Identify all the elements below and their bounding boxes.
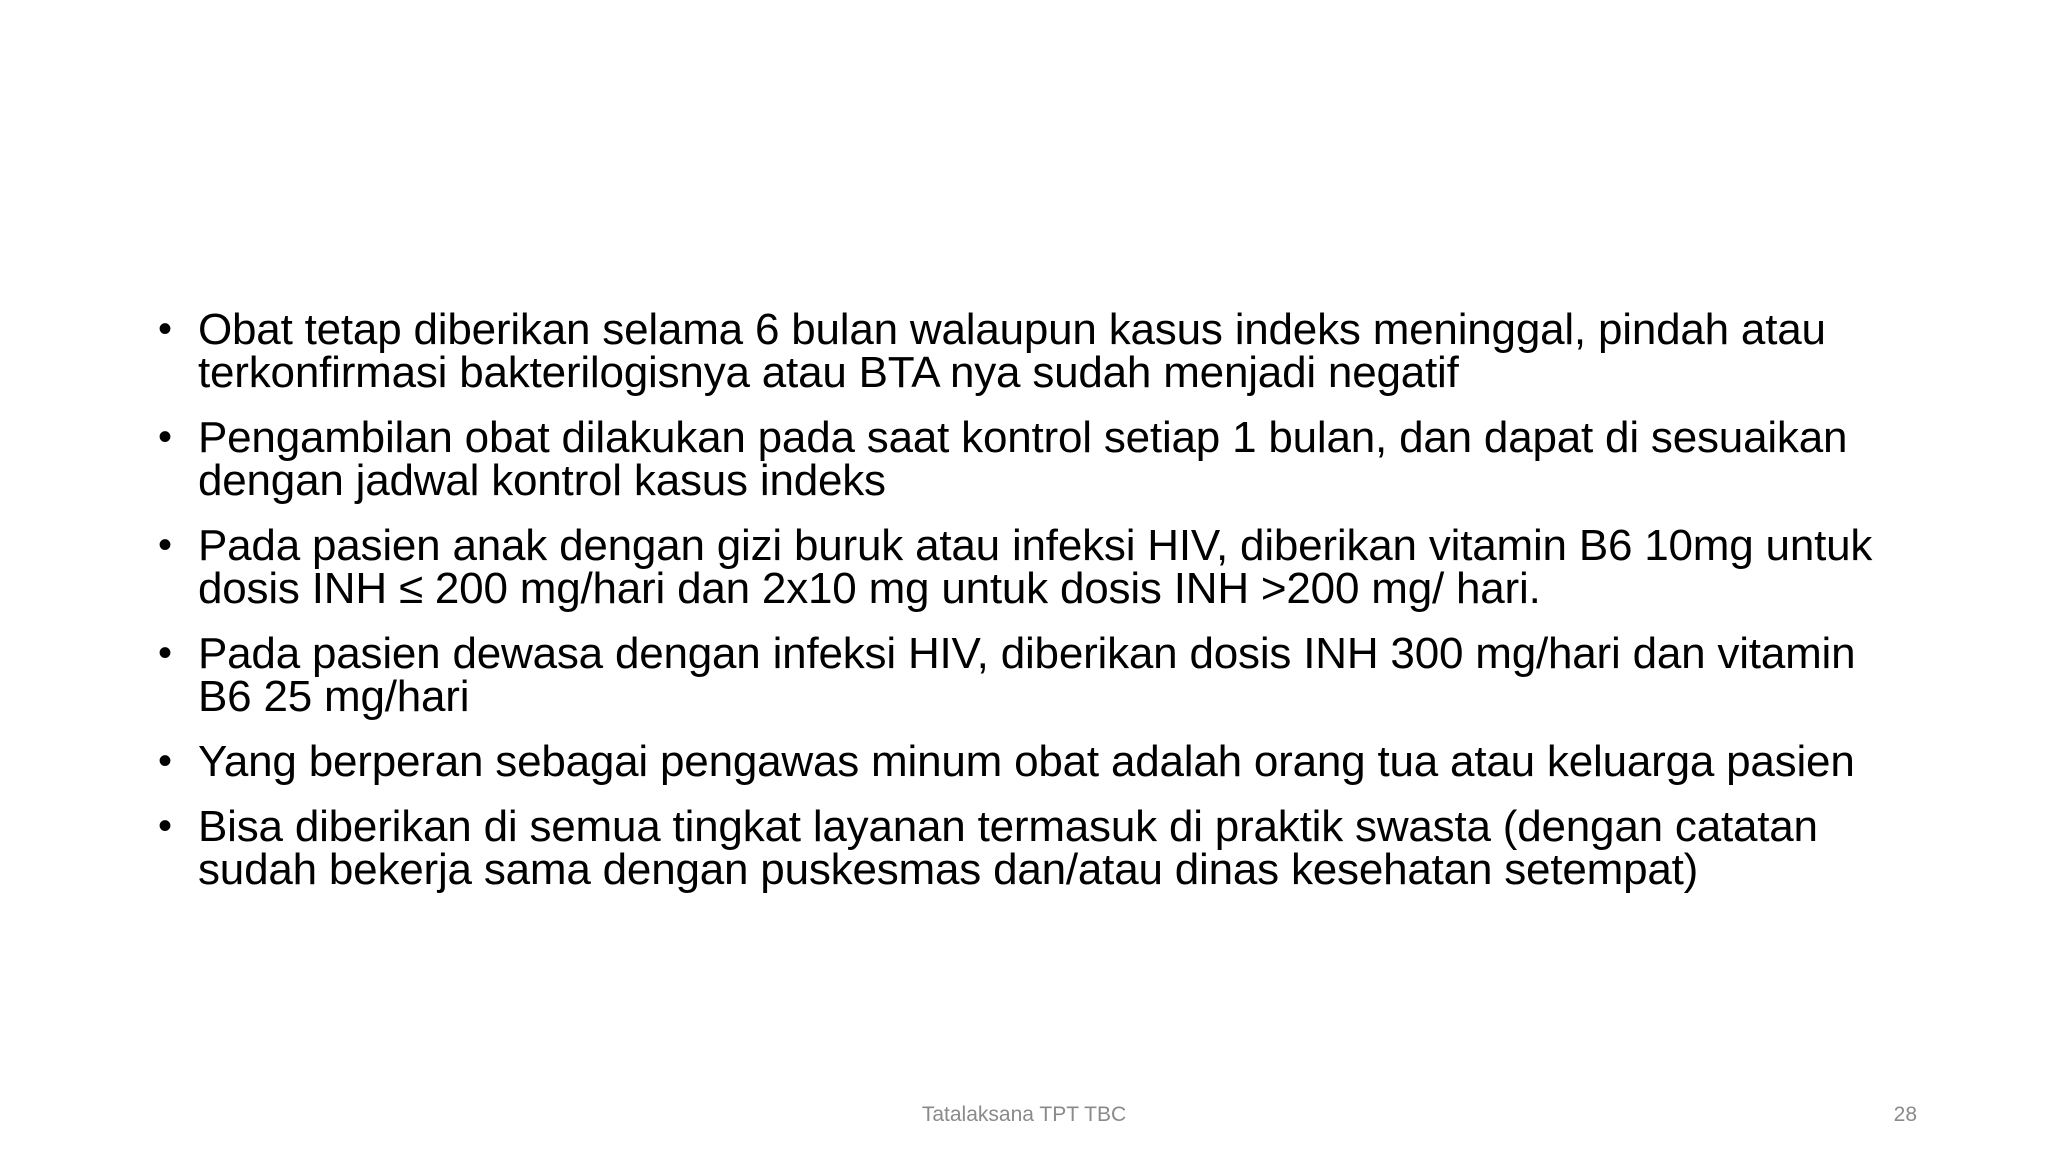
bullet-dot-icon: •: [158, 523, 172, 567]
slide-footer: [0, 1100, 2048, 1130]
bullet-dot-icon: •: [158, 804, 172, 848]
bullet-dot-icon: •: [158, 307, 172, 351]
footer-title: Tatalaksana TPT TBC: [921, 1103, 1127, 1126]
slide-body: [158, 305, 1918, 913]
bullet-text: Pengambilan obat dilakukan pada saat kontrol setiap 1 bulan, dan dapat di sesuaikan dengan jadwal kontrol kasus indeks: [198, 413, 1848, 505]
bullet-item: [158, 305, 1918, 397]
bullet-item: [158, 737, 1918, 786]
bullet-text: Yang berperan sebagai pengawas minum obat adalah orang tua atau keluarga pasien: [198, 737, 1855, 786]
bullet-item: [158, 802, 1918, 894]
bullet-item: [158, 413, 1918, 505]
bullet-list: [158, 305, 1918, 894]
bullet-dot-icon: •: [158, 415, 172, 459]
bullet-text: Pada pasien anak dengan gizi buruk atau infeksi HIV, diberikan vitamin B6 10mg untuk dosis INH ≤ 200 mg/hari dan 2x10 mg untuk dosis INH >200 mg/ hari.: [198, 521, 1873, 613]
bullet-text: Pada pasien dewasa dengan infeksi HIV, diberikan dosis INH 300 mg/hari dan vitamin B6 25 mg/hari: [198, 629, 1856, 721]
bullet-text: Obat tetap diberikan selama 6 bulan walaupun kasus indeks meninggal, pindah atau terkonfirmasi bakterilogisnya atau BTA nya sudah menjadi negatif: [198, 305, 1826, 397]
page-number: 28: [1893, 1103, 1917, 1126]
bullet-text: Bisa diberikan di semua tingkat layanan termasuk di praktik swasta (dengan catatan sudah bekerja sama dengan puskesmas dan/atau dinas kesehatan setempat): [198, 802, 1818, 894]
bullet-dot-icon: •: [158, 739, 172, 783]
bullet-item: [158, 521, 1918, 613]
bullet-dot-icon: •: [158, 631, 172, 675]
bullet-item: [158, 629, 1918, 721]
